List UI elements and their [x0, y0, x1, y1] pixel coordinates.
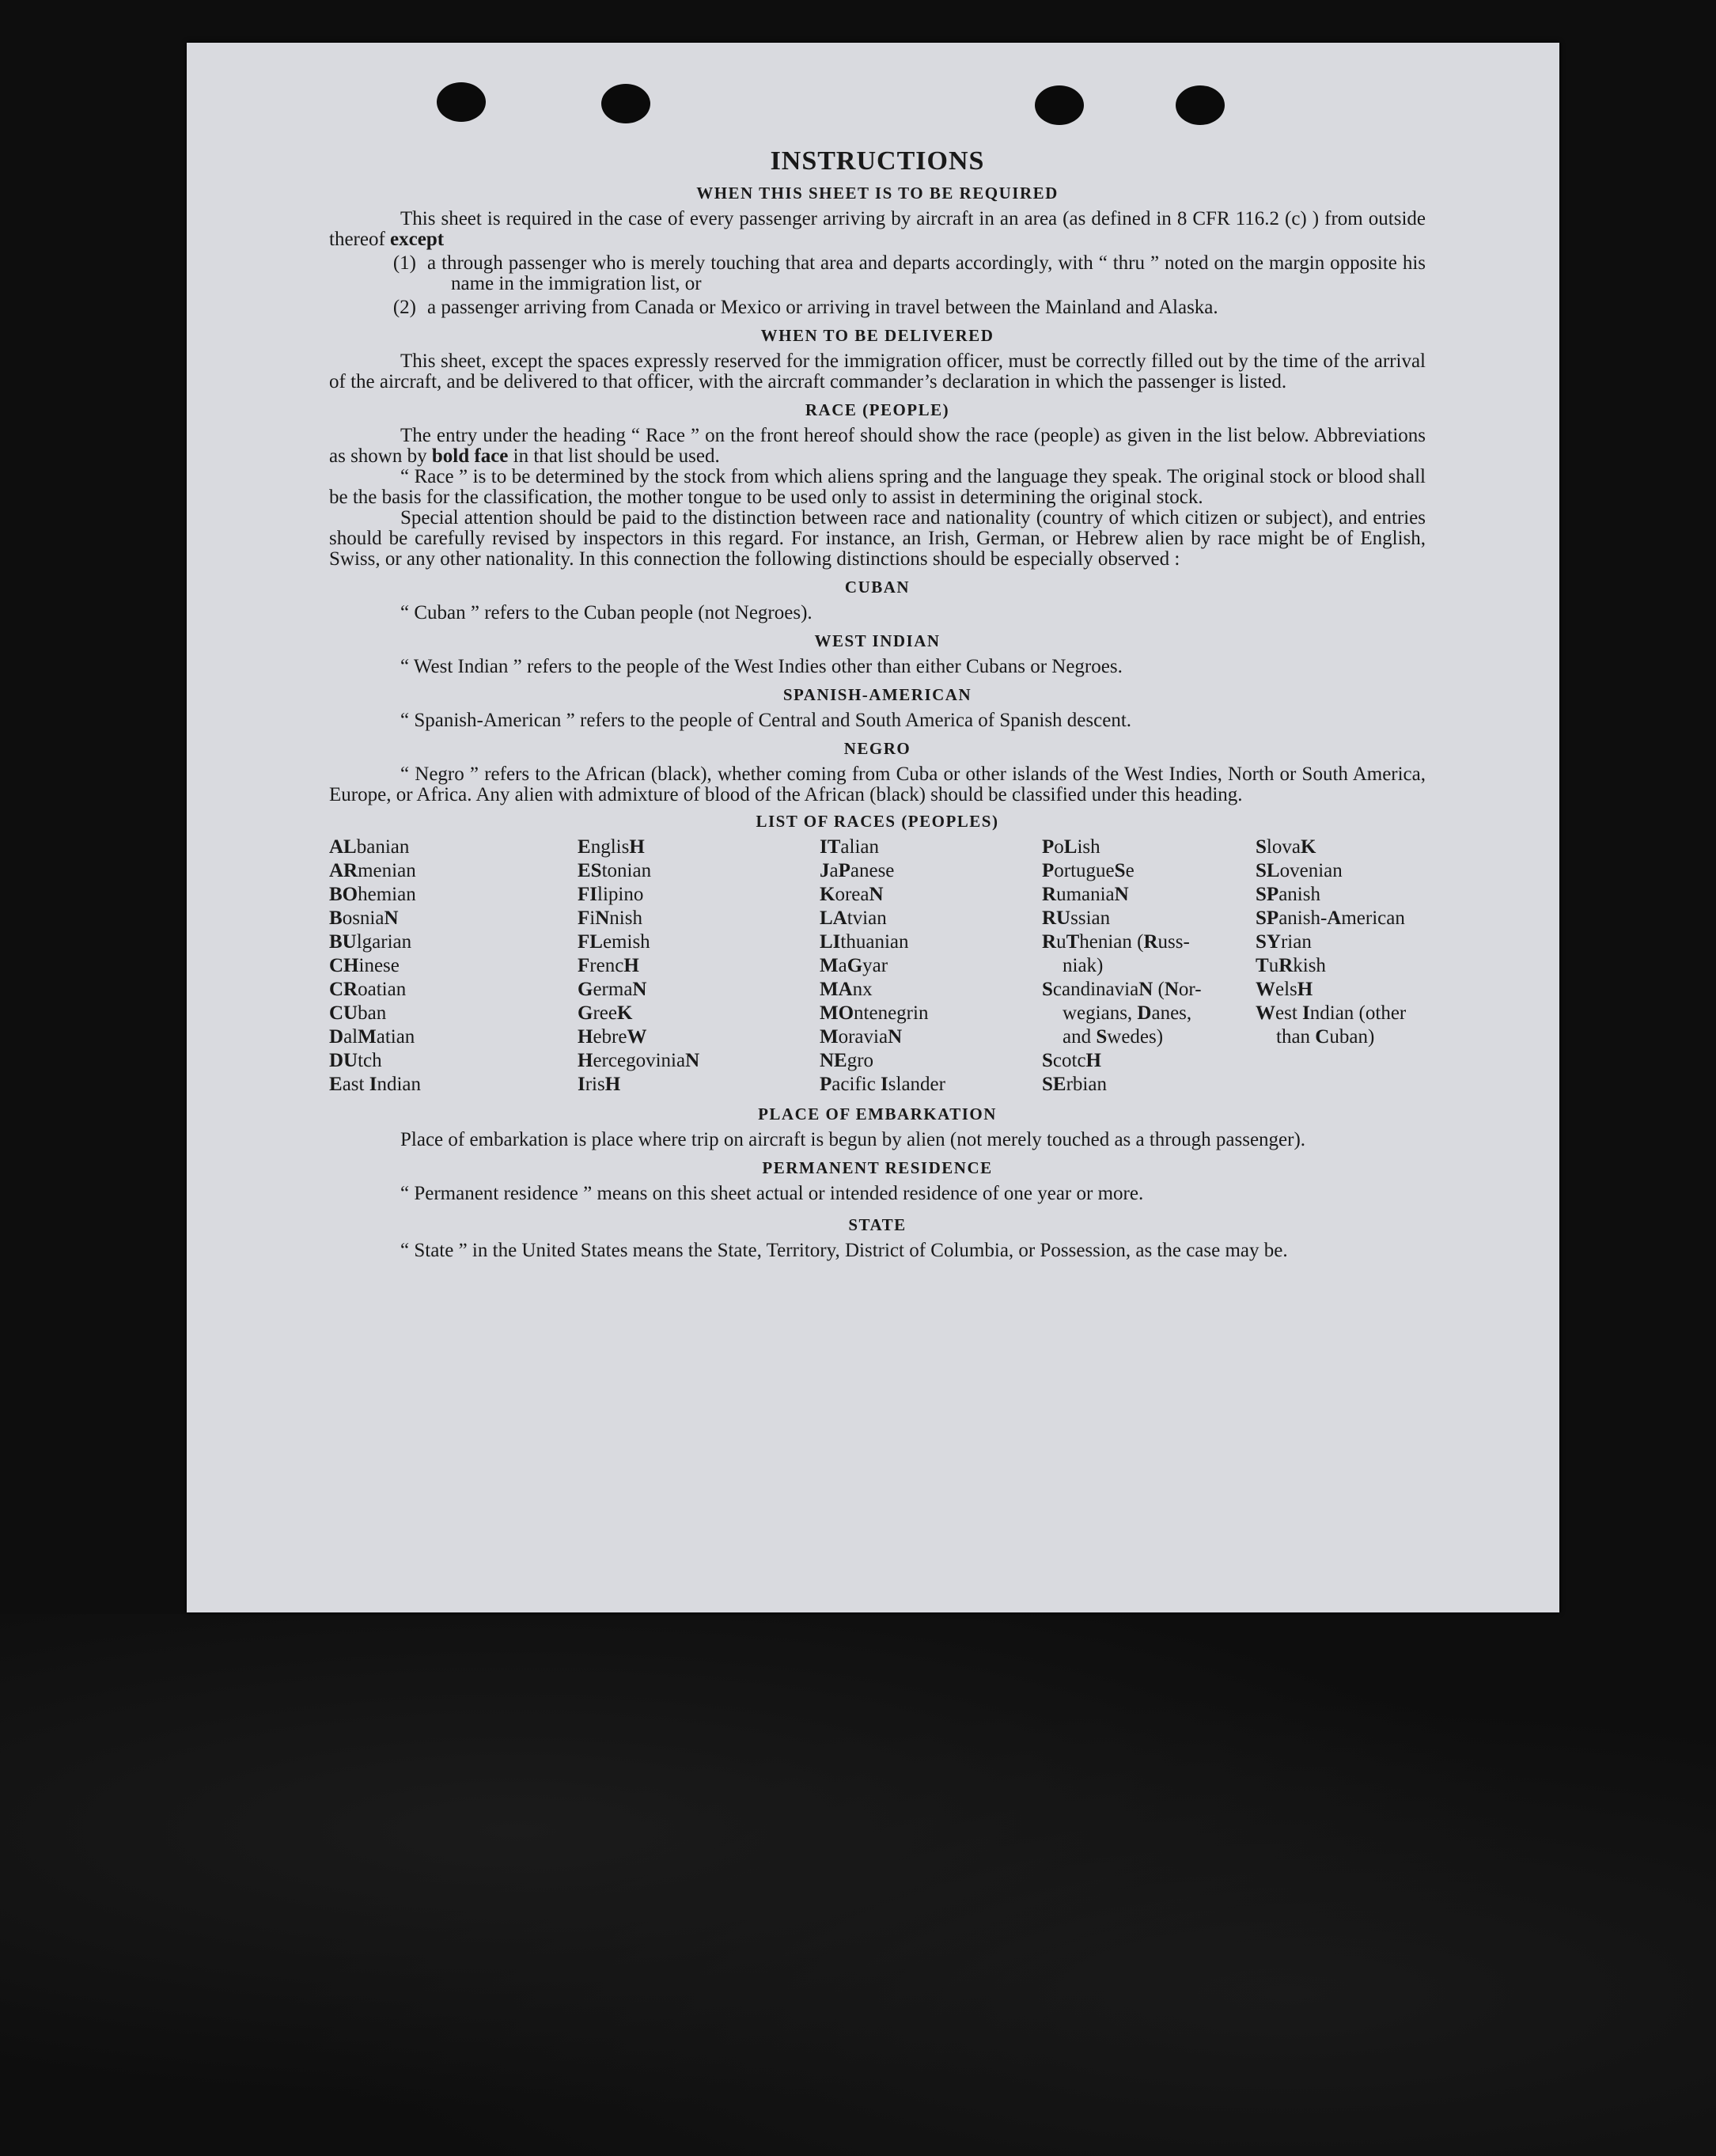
- race-entry: DalMatian: [329, 1026, 415, 1048]
- race-entry: SPanish: [1256, 884, 1320, 905]
- punch-hole: [601, 84, 650, 123]
- race-entry: HebreW: [578, 1026, 647, 1048]
- race-entry: SlovaK: [1256, 836, 1316, 858]
- required-intro: This sheet is required in the case of every passenger arriving by aircraft in an area (as defined in 8 CFR 116.2 (c) ) from outside thereof except: [329, 208, 1426, 250]
- race-paragraph-1: The entry under the heading “ Race ” on the front hereof should show the race (people) as given in the list below. Abbreviations as shown by bold face in that list should be used.: [329, 425, 1426, 467]
- race-column: [820, 835, 1042, 1097]
- race-entry: EStonian: [578, 860, 652, 881]
- race-entry: MAnx: [820, 979, 873, 1000]
- race-entry: SErbian: [1042, 1074, 1107, 1095]
- race-list: [329, 835, 1426, 1097]
- race-entry: LAtvian: [820, 907, 887, 929]
- race-paragraph-3: Special attention should be paid to the distinction between race and nationality (country of which citizen or subject), and entries should be carefully revised by inspectors in this regard. For instance, an Irish, German, or Hebrew alien by race might be of English, Swiss, or any other nationality. In this connection the following distinctions should be especially observed :: [329, 507, 1426, 570]
- race-entry: West Indian (other: [1256, 1002, 1407, 1024]
- cuban-text: “ Cuban ” refers to the Cuban people (not Negroes).: [400, 602, 813, 623]
- race-entry: MaGyar: [820, 955, 888, 976]
- race-entry: FrencH: [578, 955, 639, 976]
- race-entry: SPanish-American: [1256, 907, 1405, 929]
- race-entry: Pacific Islander: [820, 1074, 945, 1095]
- exception-item: [329, 253, 1426, 294]
- race-entry: FIlipino: [578, 884, 644, 905]
- section-heading-race: RACE (PEOPLE): [805, 400, 950, 419]
- race-entry: SYrian: [1256, 931, 1312, 953]
- race-entry: RumaniaN: [1042, 884, 1129, 905]
- section-heading-state: STATE: [848, 1215, 907, 1234]
- race-column: [1256, 835, 1426, 1097]
- exception-item: [329, 297, 1426, 318]
- west-indian-text: “ West Indian ” refers to the people of the West Indies other than either Cubans or Negroes.: [400, 656, 1123, 677]
- bold-face-phrase: bold face: [431, 445, 509, 467]
- race-entry: GreeK: [578, 1002, 633, 1024]
- section-heading-spanish-american: SPANISH-AMERICAN: [782, 685, 972, 704]
- race-entry: PortugueSe: [1042, 860, 1135, 881]
- section-heading-cuban: CUBAN: [844, 578, 911, 597]
- race-entry: GermaN: [578, 979, 647, 1000]
- section-heading-negro: NEGRO: [843, 739, 911, 758]
- race-entry: RuThenian (Russ-: [1042, 931, 1190, 953]
- race-entry: LIthuanian: [820, 931, 909, 953]
- race-entry: SLovenian: [1256, 860, 1343, 881]
- race-entry: BUlgarian: [329, 931, 412, 953]
- race-entry: WelsH: [1256, 979, 1313, 1000]
- race-entry: wegians, Danes,: [1063, 1002, 1192, 1024]
- spanish-american-text: “ Spanish-American ” refers to the people of Central and South America of Spanish descent.: [400, 710, 1132, 731]
- instructions-body: [329, 147, 1426, 1261]
- race-entry: JaPanese: [820, 860, 895, 881]
- race-entry: and Swedes): [1063, 1026, 1164, 1048]
- section-heading-delivered: WHEN TO BE DELIVERED: [760, 326, 994, 345]
- race-entry: BosniaN: [329, 907, 399, 929]
- negro-text: “ Negro ” refers to the African (black), whether coming from Cuba or other islands of the West Indies, North or South America, Europe, or Africa. Any alien with admixture of blood of the African (black) should be classified under this heading.: [329, 764, 1426, 805]
- race-entry: ARmenian: [329, 860, 416, 881]
- race-entry: FLemish: [578, 931, 650, 953]
- embarkation-text: Place of embarkation is place where trip on aircraft is begun by alien (not merely touched as a through passenger).: [400, 1129, 1306, 1150]
- race-entry: KoreaN: [820, 884, 884, 905]
- except-word: except: [390, 229, 445, 250]
- state-text: “ State ” in the United States means the State, Territory, District of Columbia, or Possession, as the case may be.: [400, 1240, 1288, 1261]
- race-entry: ScotcH: [1042, 1050, 1101, 1071]
- race-entry: ALbanian: [329, 836, 410, 858]
- race-entry: niak): [1063, 955, 1104, 976]
- race-entry: MOntenegrin: [820, 1002, 929, 1024]
- delivered-text: This sheet, except the spaces expressly reserved for the immigration officer, must be correctly filled out by the time of the arrival of the aircraft, and be delivered to that officer, with the aircraft commander’s declaration in which the passenger is listed.: [329, 350, 1426, 392]
- race-column: [578, 835, 820, 1097]
- race-entry: NEgro: [820, 1050, 874, 1071]
- race-entry: HercegoviniaN: [578, 1050, 700, 1071]
- document-sheet: [187, 43, 1559, 1612]
- race-entry: than Cuban): [1276, 1026, 1375, 1048]
- race-entry: IrisH: [578, 1074, 621, 1095]
- section-heading-residence: PERMANENT RESIDENCE: [762, 1158, 993, 1177]
- race-entry: CUban: [329, 1002, 387, 1024]
- race-entry: PoLish: [1042, 836, 1100, 858]
- item-text: a through passenger who is merely touching that area and departs accordingly, with “ thru ” noted on the margin opposite his name in the immigration list, or: [427, 252, 1426, 294]
- punch-hole: [1176, 85, 1225, 125]
- race-entry: DUtch: [329, 1050, 382, 1071]
- race-entry: ScandinaviaN (Nor-: [1042, 979, 1202, 1000]
- punch-hole: [1035, 85, 1084, 125]
- race-entry: CHinese: [329, 955, 400, 976]
- race-entry: East Indian: [329, 1074, 421, 1095]
- race-entry: EnglisH: [578, 836, 645, 858]
- race-column: [329, 835, 578, 1097]
- race-entry: RUssian: [1042, 907, 1111, 929]
- page-title: INSTRUCTIONS: [770, 146, 985, 176]
- punch-hole: [437, 82, 486, 122]
- section-heading-required: WHEN THIS SHEET IS TO BE REQUIRED: [696, 184, 1059, 203]
- item-number: (2): [392, 297, 416, 318]
- race-entry: BOhemian: [329, 884, 416, 905]
- item-number: (1): [392, 252, 416, 274]
- race-column: [1042, 835, 1256, 1097]
- race-entry: MoraviaN: [820, 1026, 903, 1048]
- race-entry: ITalian: [820, 836, 879, 858]
- race-entry: FiNnish: [578, 907, 642, 929]
- race-entry: CRoatian: [329, 979, 407, 1000]
- residence-text: “ Permanent residence ” means on this sheet actual or intended residence of one year or more.: [400, 1183, 1144, 1204]
- section-heading-embarkation: PLACE OF EMBARKATION: [758, 1105, 997, 1123]
- dark-background: [0, 1614, 1716, 2156]
- section-heading-list-of-races: LIST OF RACES (PEOPLES): [756, 812, 999, 831]
- section-heading-west-indian: WEST INDIAN: [814, 631, 941, 650]
- item-text: a passenger arriving from Canada or Mexico or arriving in travel between the Mainland and Alaska.: [427, 297, 1218, 318]
- race-paragraph-2: “ Race ” is to be determined by the stock from which aliens spring and the language they speak. The original stock or blood shall be the basis for the classification, the mother tongue to be used only to assist in determining the original stock.: [329, 466, 1426, 508]
- race-entry: TuRkish: [1256, 955, 1326, 976]
